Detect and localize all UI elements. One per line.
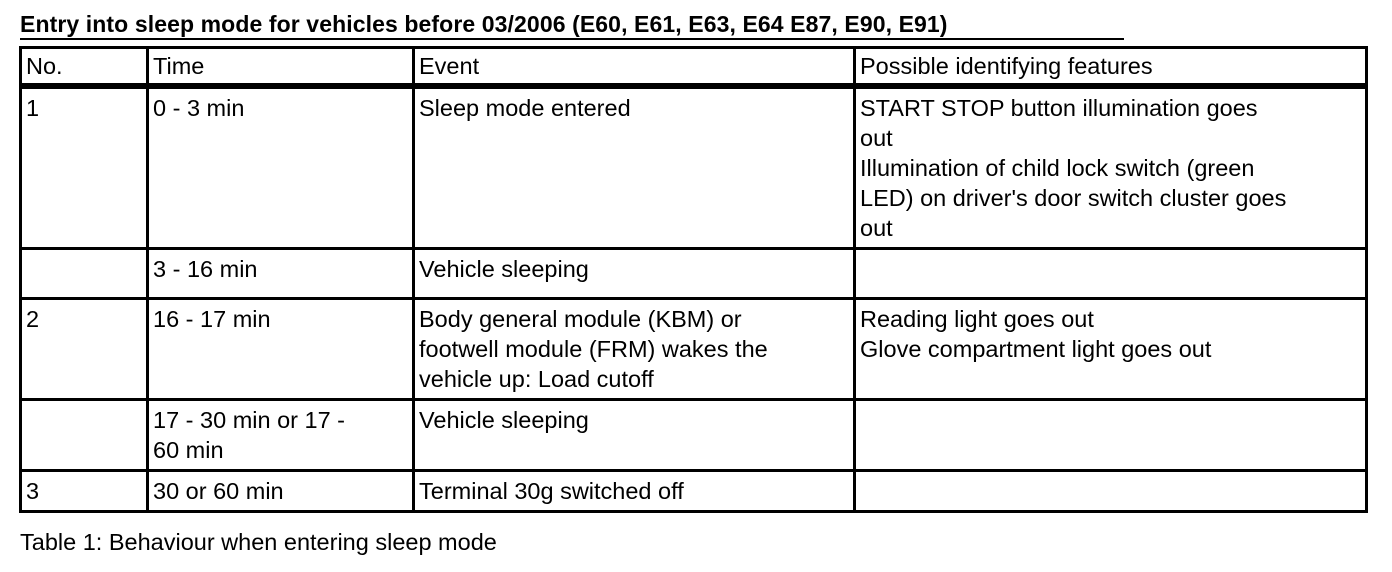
cell-event: [414, 86, 855, 249]
header-features: Possible identifying features: [855, 48, 1367, 87]
cell-no: [21, 249, 148, 299]
cell-feature-line: out: [860, 125, 893, 151]
cell-event-line: Terminal 30g switched off: [419, 478, 684, 504]
cell-features: [855, 299, 1367, 400]
cell-event-line: Body general module (KBM) or: [419, 306, 742, 332]
cell-no: 2: [21, 299, 148, 400]
table-caption: Table 1: Behaviour when entering sleep mode: [20, 529, 497, 555]
cell-time: [148, 86, 414, 249]
cell-features: [855, 471, 1367, 512]
cell-feature-line: START STOP button illumination goes: [860, 95, 1258, 121]
cell-features: [855, 249, 1367, 299]
table-row: [21, 299, 1367, 400]
cell-feature-line: out: [860, 215, 893, 241]
header-time: Time: [148, 48, 414, 87]
table-title: Entry into sleep mode for vehicles before 03/2006 (E60, E61, E63, E64 E87, E90, E91): [20, 10, 1124, 40]
cell-event-line: vehicle up: Load cutoff: [419, 366, 654, 392]
table-row: [21, 400, 1367, 471]
table-row: [21, 471, 1367, 512]
cell-no: [21, 400, 148, 471]
table-header-row: [21, 48, 1367, 87]
cell-no: 3: [21, 471, 148, 512]
cell-time: [148, 299, 414, 400]
cell-time: [148, 400, 414, 471]
cell-time: [148, 471, 414, 512]
header-event: Event: [414, 48, 855, 87]
cell-time-line: 30 or 60 min: [153, 478, 284, 504]
sleep-mode-table: [19, 46, 1368, 513]
cell-features: [855, 400, 1367, 471]
cell-feature-line: Glove compartment light goes out: [860, 336, 1212, 362]
cell-time-line: 60 min: [153, 437, 224, 463]
cell-event-line: Sleep mode entered: [419, 95, 631, 121]
cell-feature-line: Illumination of child lock switch (green: [860, 155, 1255, 181]
cell-time-line: 17 - 30 min or 17 -: [153, 407, 346, 433]
cell-time-line: 3 - 16 min: [153, 256, 258, 282]
cell-event: [414, 471, 855, 512]
cell-time-line: 0 - 3 min: [153, 95, 245, 121]
cell-no: 1: [21, 86, 148, 249]
cell-event-line: Vehicle sleeping: [419, 256, 589, 282]
header-no: No.: [21, 48, 148, 87]
cell-time: [148, 249, 414, 299]
cell-feature-line: Reading light goes out: [860, 306, 1094, 332]
table-row: [21, 249, 1367, 299]
table-row: [21, 86, 1367, 249]
cell-event-line: footwell module (FRM) wakes the: [419, 336, 768, 362]
cell-event: [414, 249, 855, 299]
cell-features: [855, 86, 1367, 249]
cell-time-line: 16 - 17 min: [153, 306, 271, 332]
cell-event-line: Vehicle sleeping: [419, 407, 589, 433]
cell-event: [414, 299, 855, 400]
cell-event: [414, 400, 855, 471]
cell-feature-line: LED) on driver's door switch cluster goes: [860, 185, 1287, 211]
